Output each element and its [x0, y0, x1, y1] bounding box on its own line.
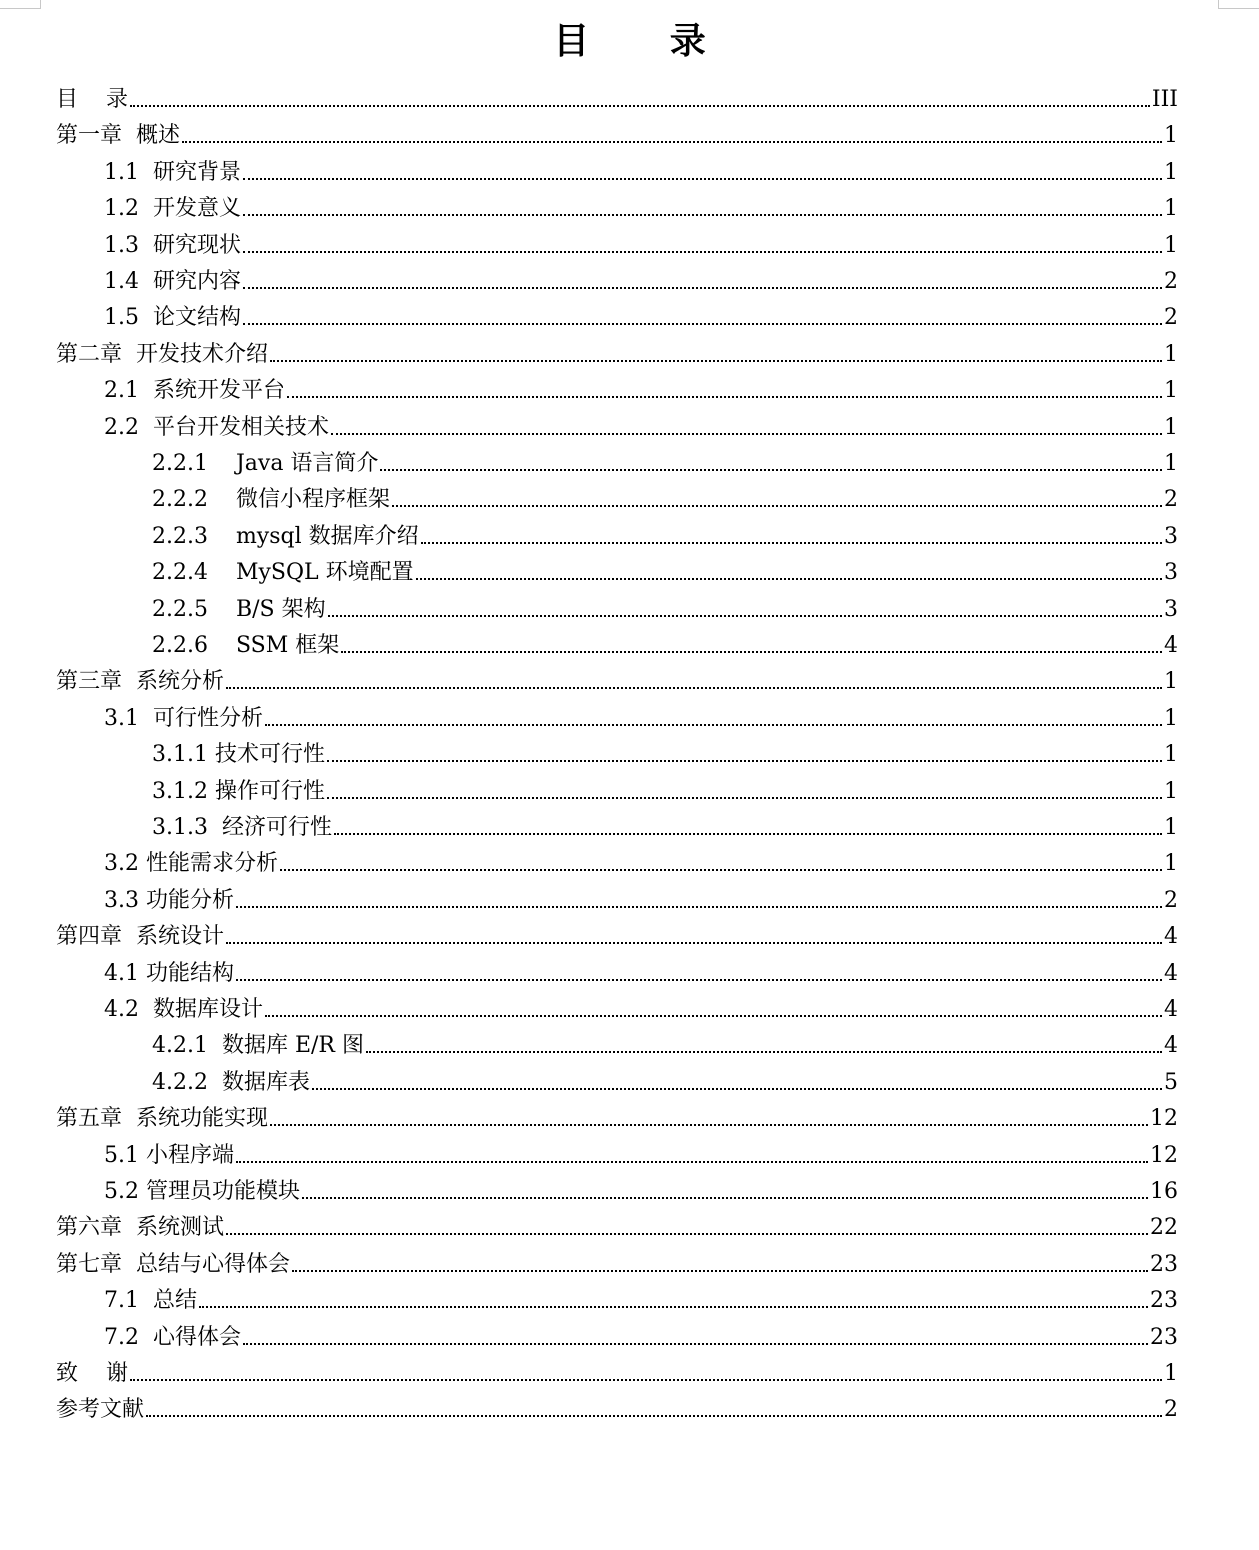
toc-entry[interactable]	[56, 1249, 1178, 1279]
dot-leader	[421, 542, 1162, 544]
page-corner-mark-left	[0, 0, 41, 9]
toc-entry[interactable]	[104, 230, 1178, 260]
dot-leader	[270, 360, 1162, 362]
dot-leader	[236, 906, 1162, 908]
toc-entry[interactable]	[56, 339, 1178, 369]
toc-page-number: 5	[1164, 1069, 1178, 1095]
toc-entry-title: 1.1 研究背景	[104, 159, 241, 185]
toc-entry[interactable]	[152, 521, 1178, 551]
toc-entry-title: 第一章 概述	[56, 123, 180, 149]
dot-leader	[146, 1415, 1162, 1417]
dot-leader	[226, 942, 1162, 944]
toc-entry-title: 第四章 系统设计	[56, 924, 224, 950]
toc-page-number: 1	[1164, 341, 1178, 367]
toc-page-number: 23	[1150, 1324, 1178, 1350]
toc-entry[interactable]	[152, 448, 1178, 478]
toc-entry[interactable]	[56, 1358, 1178, 1388]
toc-entry[interactable]	[56, 666, 1178, 696]
dot-leader	[392, 505, 1162, 507]
dot-leader	[182, 141, 1162, 143]
dot-leader	[243, 1343, 1148, 1345]
toc-entry[interactable]	[104, 1140, 1178, 1170]
toc-entry[interactable]	[56, 120, 1178, 150]
toc-entry[interactable]	[104, 958, 1178, 988]
dot-leader	[280, 869, 1162, 871]
toc-entry-title: 2.2.1 Java 语言简介	[152, 451, 379, 476]
toc-entry-title: 1.4 研究内容	[104, 269, 241, 294]
dot-leader	[270, 1124, 1148, 1126]
dot-leader	[331, 433, 1162, 435]
toc-entry-title: 目 录	[56, 87, 128, 112]
dot-leader	[302, 1197, 1148, 1199]
toc-page-number: 22	[1150, 1215, 1178, 1241]
toc-entry-title: 第六章 系统测试	[56, 1215, 224, 1241]
toc-page-number: 1	[1164, 378, 1178, 404]
dot-leader	[243, 323, 1162, 325]
toc-entry[interactable]	[152, 812, 1178, 842]
toc-entry-title: 第二章 开发技术介绍	[56, 341, 268, 367]
toc-entry-title: 2.2.2 微信小程序框架	[152, 487, 390, 513]
toc-entry[interactable]	[104, 375, 1178, 405]
toc-entry[interactable]	[56, 1212, 1178, 1242]
toc-page-number: 4	[1164, 997, 1178, 1022]
toc-entry[interactable]	[56, 1103, 1178, 1133]
toc-entry[interactable]	[104, 193, 1178, 223]
toc-entry-title: 5.2 管理员功能模块	[104, 1179, 300, 1204]
dot-leader	[292, 1270, 1148, 1272]
toc-entry-title: 4.2.2 数据库表	[152, 1069, 310, 1095]
toc-entry[interactable]	[104, 1176, 1178, 1206]
dot-leader	[328, 615, 1162, 617]
toc-page-number: 23	[1150, 1288, 1178, 1314]
dot-leader	[366, 1051, 1162, 1053]
toc-page-number: 1	[1164, 851, 1178, 877]
toc-entry-title: 5.1 小程序端	[104, 1142, 234, 1168]
toc-entry-title: 3.1 可行性分析	[104, 705, 263, 731]
page-title: 目 录	[553, 21, 740, 62]
toc-entry[interactable]	[152, 1030, 1178, 1060]
toc-entry[interactable]	[104, 885, 1178, 915]
toc-entry-title: 4.2 数据库设计	[104, 997, 263, 1022]
toc-page-number: 2	[1164, 1397, 1178, 1423]
toc-page-number: 1	[1164, 669, 1178, 695]
toc-entry-title: 1.2 开发意义	[104, 196, 241, 222]
toc-page-number: 1	[1164, 196, 1178, 222]
toc-entry-title: 参考文献	[56, 1397, 145, 1423]
toc-page-number: 1	[1164, 123, 1178, 149]
toc-entry-title: 3.3 功能分析	[104, 887, 234, 913]
toc-entry[interactable]	[152, 630, 1178, 660]
toc-page-number: 2	[1164, 305, 1178, 331]
toc-entry-title: 第七章 总结与心得体会	[56, 1251, 290, 1277]
toc-entry-title: 第五章 系统功能实现	[56, 1106, 268, 1132]
toc-entry[interactable]	[104, 266, 1178, 296]
dot-leader	[334, 833, 1162, 835]
toc-page-number: 2	[1164, 487, 1178, 513]
dot-leader	[130, 105, 1150, 107]
dot-leader	[243, 251, 1162, 253]
toc-entry[interactable]	[152, 484, 1178, 514]
toc-entry[interactable]	[56, 84, 1178, 114]
toc-entry[interactable]	[56, 921, 1178, 951]
toc-entry-title: 2.2.4 MySQL 环境配置	[152, 560, 414, 586]
toc-page-number: 1	[1164, 232, 1178, 258]
toc-page-number: 23	[1150, 1251, 1178, 1277]
toc-page-number: III	[1151, 87, 1178, 112]
toc-entry[interactable]	[152, 739, 1178, 769]
toc-entry[interactable]	[152, 557, 1178, 587]
toc-entry-title: 致 谢	[56, 1361, 128, 1386]
toc-page-number: 1	[1164, 815, 1178, 840]
dot-leader	[243, 287, 1162, 289]
toc-entry[interactable]	[152, 594, 1178, 624]
toc-entry-title: 2.1 系统开发平台	[104, 378, 285, 404]
toc-page-number: 3	[1164, 560, 1178, 586]
toc-page-number: 3	[1164, 523, 1178, 549]
toc-entry[interactable]	[104, 848, 1178, 878]
toc-page-number: 1	[1164, 451, 1178, 476]
toc-page-number: 4	[1164, 1033, 1178, 1059]
dot-leader	[236, 1161, 1148, 1163]
dot-leader	[416, 578, 1162, 580]
toc-entry-title: 2.2.3 mysql 数据库介绍	[152, 523, 419, 549]
toc-page-number: 4	[1164, 960, 1178, 986]
dot-leader	[265, 724, 1162, 726]
toc-page-number: 1	[1164, 778, 1178, 804]
toc-entry-title: 1.5 论文结构	[104, 305, 241, 331]
toc-page-number: 1	[1164, 1361, 1178, 1386]
toc-page-number: 12	[1150, 1106, 1178, 1132]
toc-entry-title: 7.1 总结	[104, 1288, 197, 1314]
toc-entry[interactable]	[104, 302, 1178, 332]
toc-entry[interactable]	[152, 776, 1178, 806]
toc-page-number: 1	[1164, 742, 1178, 768]
toc-entry-title: 2.2 平台开发相关技术	[104, 414, 329, 440]
toc-page-number: 16	[1150, 1179, 1178, 1204]
toc-entry[interactable]	[152, 1067, 1178, 1097]
dot-leader	[226, 687, 1162, 689]
dot-leader	[199, 1306, 1148, 1308]
toc-page-number: 4	[1164, 633, 1178, 658]
toc-entry[interactable]	[104, 703, 1178, 733]
toc-entry[interactable]	[104, 994, 1178, 1024]
toc-page-number: 1	[1164, 705, 1178, 731]
toc-page-number: 3	[1164, 596, 1178, 622]
toc-entry-title: 7.2 心得体会	[104, 1324, 241, 1350]
toc-entry[interactable]	[104, 157, 1178, 187]
toc-page-number: 12	[1150, 1142, 1178, 1168]
toc-entry-title: 第三章 系统分析	[56, 669, 224, 695]
toc-page-number: 2	[1164, 887, 1178, 913]
toc-entry[interactable]	[104, 412, 1178, 442]
toc-entry-title: 3.1.1 技术可行性	[152, 742, 325, 768]
dot-leader	[380, 469, 1162, 471]
dot-leader	[327, 797, 1162, 799]
dot-leader	[226, 1233, 1148, 1235]
dot-leader	[236, 979, 1162, 981]
dot-leader	[287, 396, 1162, 398]
toc-entry[interactable]	[104, 1322, 1178, 1352]
toc-entry[interactable]	[104, 1285, 1178, 1315]
toc-entry-title: 3.2 性能需求分析	[104, 851, 278, 877]
toc-entry-title: 1.3 研究现状	[104, 232, 241, 258]
dot-leader	[341, 651, 1162, 653]
toc-entry-title: 2.2.6 SSM 框架	[152, 633, 340, 658]
dot-leader	[327, 760, 1162, 762]
dot-leader	[312, 1088, 1162, 1090]
toc-entry-title: 3.1.3 经济可行性	[152, 815, 332, 840]
dot-leader	[265, 1015, 1162, 1017]
page-corner-mark-right	[1218, 0, 1259, 9]
dot-leader	[130, 1379, 1162, 1381]
toc-entry-title: 4.1 功能结构	[104, 960, 234, 986]
toc-entry-title: 2.2.5 B/S 架构	[152, 596, 326, 622]
toc-page-number: 4	[1164, 924, 1178, 950]
toc-entry-title: 4.2.1 数据库 E/R 图	[152, 1033, 364, 1059]
toc-entry-title: 3.1.2 操作可行性	[152, 778, 325, 804]
dot-leader	[243, 214, 1162, 216]
toc-page-number: 1	[1164, 159, 1178, 185]
toc-entry[interactable]	[56, 1394, 1178, 1424]
dot-leader	[243, 178, 1162, 180]
toc-page-number: 2	[1164, 269, 1178, 294]
toc-page-number: 1	[1164, 414, 1178, 440]
